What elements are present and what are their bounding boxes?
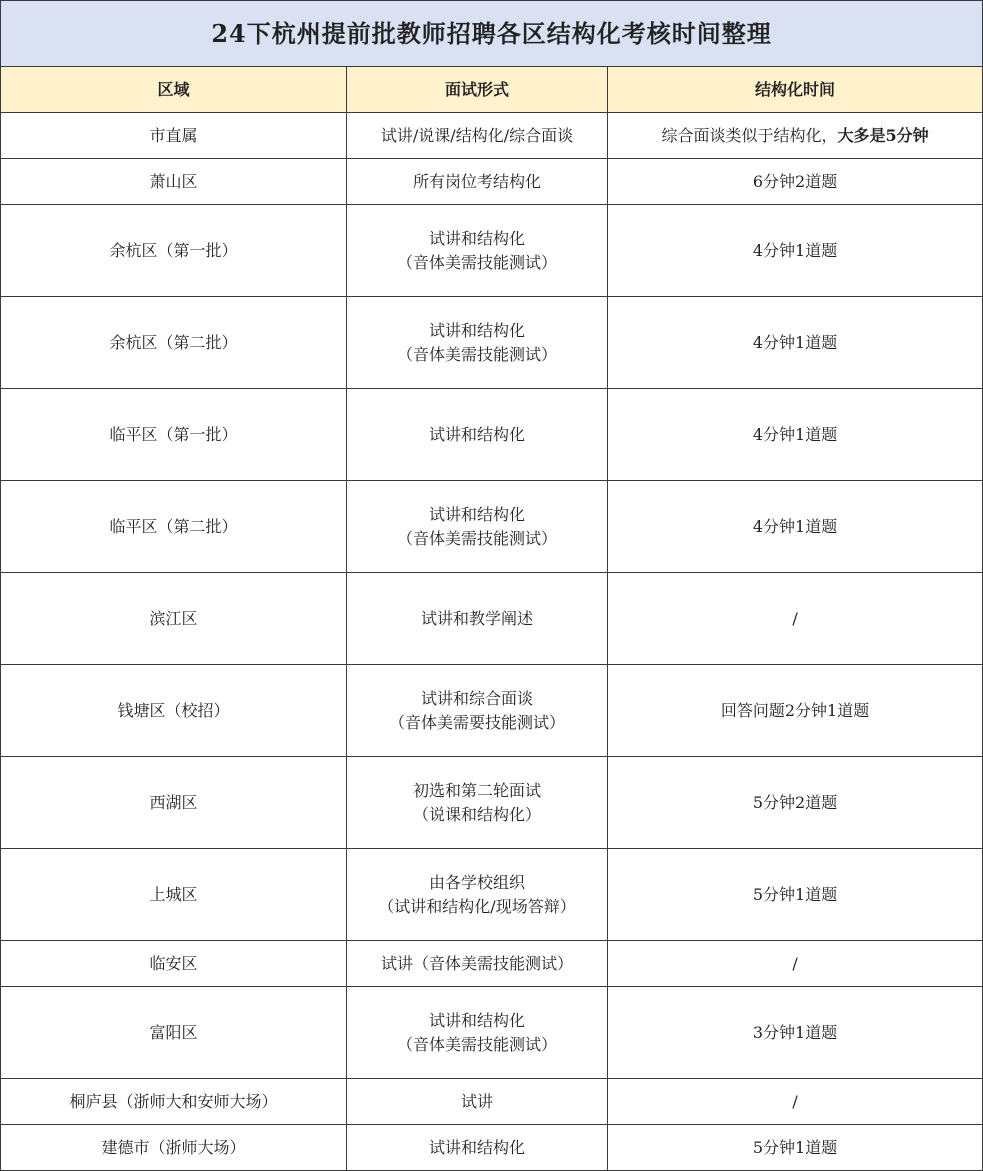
time-cell: / bbox=[608, 573, 983, 665]
district-cell: 富阳区 bbox=[1, 987, 347, 1079]
table-row bbox=[1, 757, 983, 849]
header-district: 区域 bbox=[1, 67, 347, 113]
format-cell bbox=[347, 159, 608, 205]
format-line: 所有岗位考结构化 bbox=[412, 171, 541, 191]
format-line: 试讲和结构化 bbox=[428, 1137, 525, 1157]
time-cell: 回答问题2分钟1道题 bbox=[608, 665, 983, 757]
time-cell: 4分钟1道题 bbox=[608, 205, 983, 297]
table-row bbox=[1, 159, 983, 205]
format-note: （试讲和结构化/现场答辩） bbox=[378, 896, 576, 916]
time-cell: / bbox=[608, 1079, 983, 1125]
format-cell bbox=[347, 297, 608, 389]
time-cell: 4分钟1道题 bbox=[608, 481, 983, 573]
format-cell bbox=[347, 113, 608, 159]
format-line: 试讲（音体美需技能测试） bbox=[380, 953, 573, 973]
format-cell bbox=[347, 941, 608, 987]
format-note: （音体美需要技能测试） bbox=[388, 712, 565, 732]
format-line: 试讲和教学阐述 bbox=[420, 608, 533, 628]
table-row bbox=[1, 573, 983, 665]
format-line: 试讲 bbox=[460, 1091, 493, 1111]
format-line: 试讲/说课/结构化/综合面谈 bbox=[380, 125, 574, 145]
format-line: 初选和第二轮面试 bbox=[412, 780, 541, 800]
district-cell: 上城区 bbox=[1, 849, 347, 941]
format-line: 试讲和结构化 bbox=[428, 504, 525, 524]
table-row bbox=[1, 205, 983, 297]
district-cell: 滨江区 bbox=[1, 573, 347, 665]
format-line: 试讲和结构化 bbox=[428, 1010, 525, 1030]
district-cell: 萧山区 bbox=[1, 159, 347, 205]
format-cell bbox=[347, 1125, 608, 1171]
time-cell: 5分钟1道题 bbox=[608, 849, 983, 941]
time-cell: 3分钟1道题 bbox=[608, 987, 983, 1079]
format-line: 试讲和结构化 bbox=[428, 228, 525, 248]
format-note: （音体美需技能测试） bbox=[396, 344, 557, 364]
district-cell: 西湖区 bbox=[1, 757, 347, 849]
table-row bbox=[1, 389, 983, 481]
format-cell bbox=[347, 1079, 608, 1125]
table-title: 24下杭州提前批教师招聘各区结构化考核时间整理 bbox=[1, 1, 983, 67]
district-cell: 临平区（第二批） bbox=[1, 481, 347, 573]
district-cell: 余杭区（第二批） bbox=[1, 297, 347, 389]
format-cell bbox=[347, 481, 608, 573]
header-format: 面试形式 bbox=[347, 67, 608, 113]
time-cell bbox=[608, 113, 983, 159]
format-cell bbox=[347, 665, 608, 757]
format-note: （音体美需技能测试） bbox=[396, 528, 557, 548]
district-cell: 临平区（第一批） bbox=[1, 389, 347, 481]
time-text: 综合面谈类似于结构化， bbox=[661, 125, 838, 145]
district-cell: 市直属 bbox=[1, 113, 347, 159]
format-cell bbox=[347, 573, 608, 665]
table-row bbox=[1, 665, 983, 757]
district-cell: 钱塘区（校招） bbox=[1, 665, 347, 757]
format-cell bbox=[347, 849, 608, 941]
table-row bbox=[1, 987, 983, 1079]
format-note: （音体美需技能测试） bbox=[396, 1034, 557, 1054]
format-cell bbox=[347, 205, 608, 297]
table-row bbox=[1, 481, 983, 573]
district-cell: 桐庐县（浙师大和安师大场） bbox=[1, 1079, 347, 1125]
table-row bbox=[1, 849, 983, 941]
format-note: （音体美需技能测试） bbox=[396, 252, 557, 272]
format-cell bbox=[347, 987, 608, 1079]
header-time: 结构化时间 bbox=[608, 67, 983, 113]
format-line: 试讲和综合面谈 bbox=[420, 688, 533, 708]
time-cell: 4分钟1道题 bbox=[608, 297, 983, 389]
format-line: 试讲和结构化 bbox=[428, 320, 525, 340]
format-line: 试讲和结构化 bbox=[428, 424, 525, 444]
district-cell: 余杭区（第一批） bbox=[1, 205, 347, 297]
format-note: （说课和结构化） bbox=[412, 804, 541, 824]
table-row bbox=[1, 297, 983, 389]
format-cell bbox=[347, 389, 608, 481]
time-emphasis: 大多是5分钟 bbox=[837, 125, 929, 145]
time-cell: 6分钟2道题 bbox=[608, 159, 983, 205]
table-row bbox=[1, 1125, 983, 1171]
district-cell: 临安区 bbox=[1, 941, 347, 987]
time-cell: 5分钟2道题 bbox=[608, 757, 983, 849]
time-cell: 5分钟1道题 bbox=[608, 1125, 983, 1171]
table-row bbox=[1, 941, 983, 987]
time-cell: / bbox=[608, 941, 983, 987]
district-cell: 建德市（浙师大场） bbox=[1, 1125, 347, 1171]
format-line: 由各学校组织 bbox=[428, 872, 525, 892]
time-cell: 4分钟1道题 bbox=[608, 389, 983, 481]
table-row bbox=[1, 113, 983, 159]
table-row bbox=[1, 1079, 983, 1125]
format-cell bbox=[347, 757, 608, 849]
